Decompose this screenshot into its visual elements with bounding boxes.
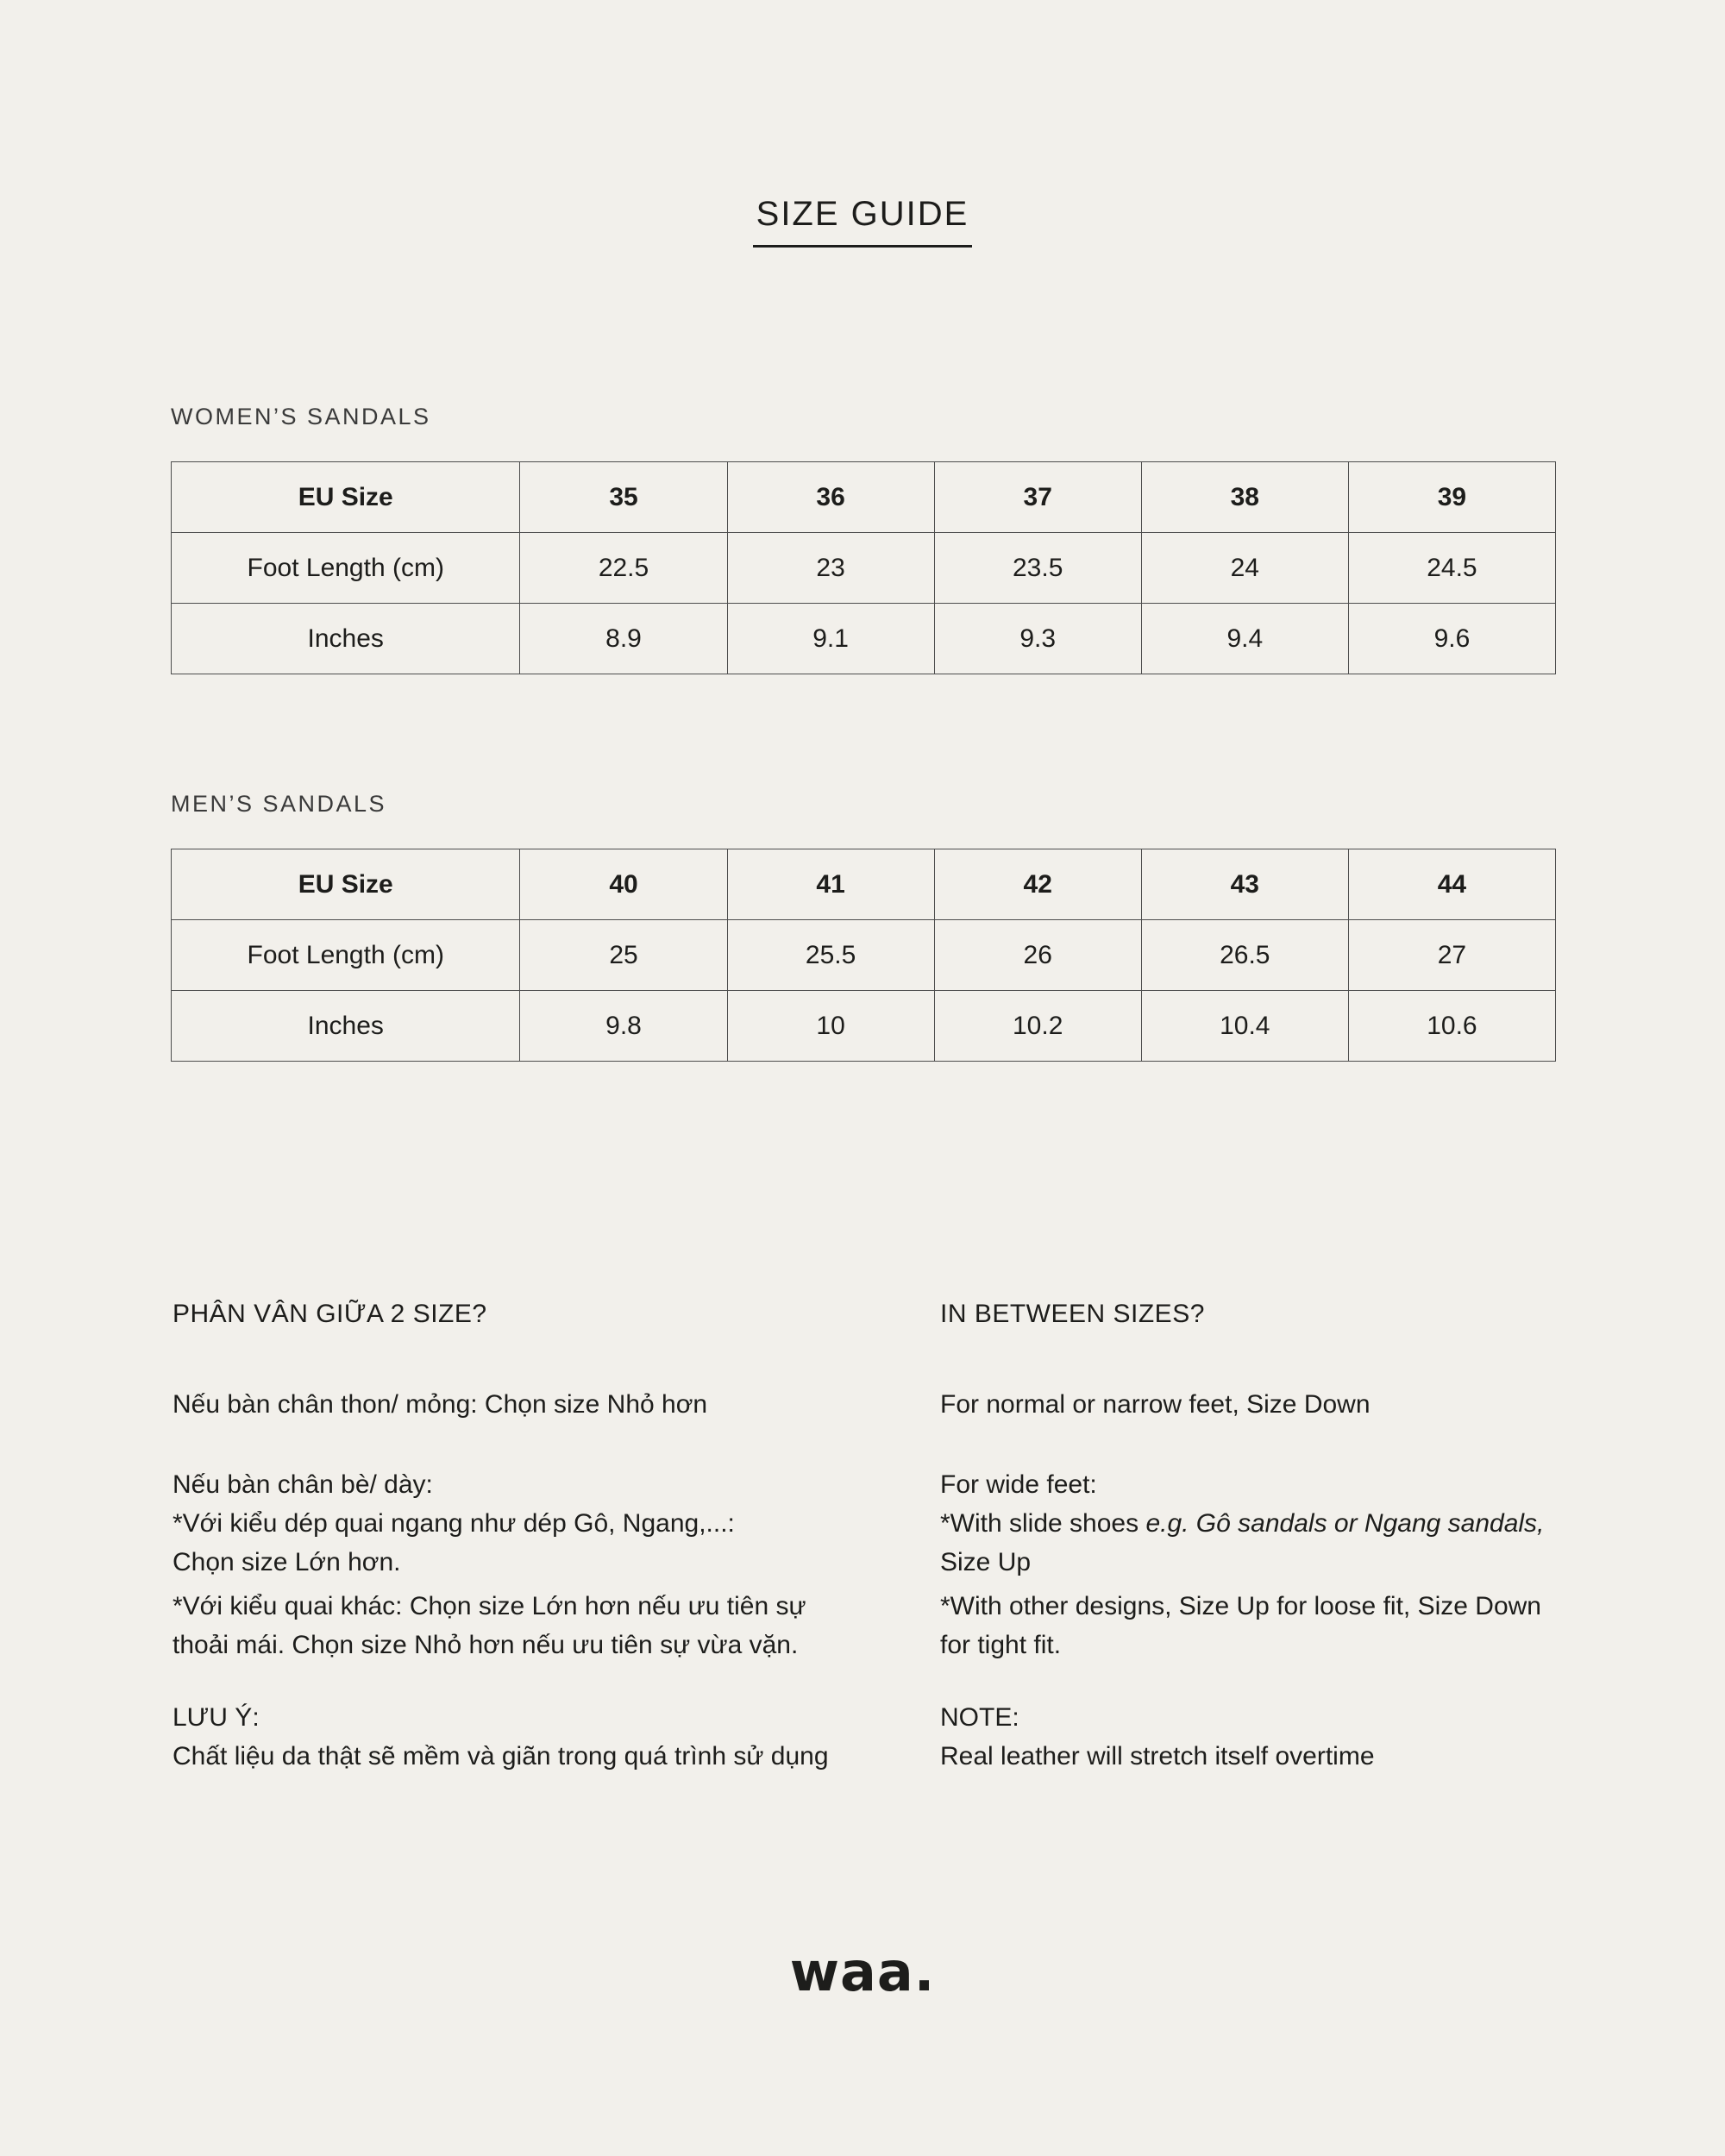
fit-guide-line <box>172 1587 940 1626</box>
text-segment: thoải mái. Chọn size Nhỏ hơn nếu ưu tiên sự vừa vặn. <box>172 1631 799 1659</box>
mens-size-table <box>171 849 1556 1062</box>
table-row <box>172 462 1556 533</box>
text-segment: Size Up <box>940 1548 1032 1576</box>
note-heading-vietnamese: LƯU Ý: <box>172 1703 260 1732</box>
womens-sandals-section <box>171 399 1556 674</box>
size-value-cell: 25.5 <box>727 920 934 991</box>
size-value-cell: 26 <box>934 920 1141 991</box>
brand-logo: waa. <box>789 1940 936 2003</box>
size-value-cell: 10.6 <box>1348 991 1555 1062</box>
size-value-cell: 36 <box>727 462 934 533</box>
row-label-cell: EU Size <box>172 462 520 533</box>
table-row <box>172 533 1556 604</box>
fit-guide-paragraph <box>172 1465 940 1582</box>
text-segment: Nếu bàn chân bè/ dày: <box>172 1470 433 1499</box>
fit-guide-line <box>172 1543 940 1582</box>
fit-guide-paragraph <box>940 1385 1604 1424</box>
fit-guide-line <box>940 1465 1604 1504</box>
text-segment: *With slide shoes <box>940 1509 1146 1538</box>
size-value-cell: 22.5 <box>520 533 727 604</box>
table-row <box>172 991 1556 1062</box>
size-value-cell: 42 <box>934 849 1141 920</box>
size-value-cell: 9.6 <box>1348 604 1555 674</box>
size-value-cell: 9.1 <box>727 604 934 674</box>
size-value-cell: 44 <box>1348 849 1555 920</box>
fit-guide-line <box>172 1626 940 1664</box>
size-value-cell: 37 <box>934 462 1141 533</box>
row-label-cell: Foot Length (cm) <box>172 533 520 604</box>
womens-section-label: WOMEN’S SANDALS <box>171 404 431 429</box>
fit-guide-paragraph <box>172 1587 940 1664</box>
note-block-vietnamese <box>172 1698 940 1776</box>
text-segment: For wide feet: <box>940 1470 1097 1499</box>
size-value-cell: 38 <box>1141 462 1348 533</box>
row-label-cell: Inches <box>172 604 520 674</box>
mens-section-label: MEN’S SANDALS <box>171 791 387 817</box>
fit-guide-paragraph <box>940 1587 1604 1664</box>
size-value-cell: 23 <box>727 533 934 604</box>
text-segment: *Với kiểu dép quai ngang như dép Gô, Ngang,...: <box>172 1509 735 1538</box>
text-segment: *Với kiểu quai khác: Chọn size Lớn hơn nếu ưu tiên sự <box>172 1592 806 1620</box>
text-segment: Chọn size Lớn hơn. <box>172 1548 401 1576</box>
page-title: SIZE GUIDE <box>753 193 973 248</box>
text-segment: Nếu bàn chân thon/ mỏng: Chọn size Nhỏ hơn <box>172 1390 708 1419</box>
text-segment: For normal or narrow feet, Size Down <box>940 1390 1371 1419</box>
size-value-cell: 8.9 <box>520 604 727 674</box>
size-value-cell: 10 <box>727 991 934 1062</box>
size-value-cell: 9.3 <box>934 604 1141 674</box>
size-value-cell: 24 <box>1141 533 1348 604</box>
table-row <box>172 604 1556 674</box>
mens-sandals-section <box>171 787 1556 1062</box>
size-value-cell: 10.2 <box>934 991 1141 1062</box>
size-value-cell: 10.4 <box>1141 991 1348 1062</box>
fit-guide-line <box>172 1504 940 1543</box>
size-value-cell: 23.5 <box>934 533 1141 604</box>
row-label-cell: EU Size <box>172 849 520 920</box>
fit-guide-heading-english: IN BETWEEN SIZES? <box>940 1300 1205 1328</box>
fit-guide-heading-vietnamese: PHÂN VÂN GIỮA 2 SIZE? <box>172 1300 487 1328</box>
fit-guide-paragraphs-vietnamese <box>172 1385 940 1664</box>
fit-guide-line <box>940 1504 1604 1543</box>
size-value-cell: 39 <box>1348 462 1555 533</box>
note-body-vietnamese: Chất liệu da thật sẽ mềm và giãn trong quá trình sử dụng <box>172 1742 829 1771</box>
fit-guide-line <box>172 1465 940 1504</box>
fit-guide-paragraph <box>172 1385 940 1424</box>
table-row <box>172 849 1556 920</box>
fit-guide-line <box>172 1385 940 1424</box>
size-value-cell: 24.5 <box>1348 533 1555 604</box>
fit-guide-paragraph <box>940 1465 1604 1582</box>
fit-guide <box>172 1294 1604 1776</box>
row-label-cell: Foot Length (cm) <box>172 920 520 991</box>
note-heading-english: NOTE: <box>940 1703 1019 1732</box>
fit-guide-column-english <box>940 1294 1604 1776</box>
fit-guide-line <box>940 1385 1604 1424</box>
row-label-cell: Inches <box>172 991 520 1062</box>
title-block <box>0 0 1725 248</box>
fit-guide-line <box>940 1626 1604 1664</box>
italic-text-segment: e.g. Gô sandals or Ngang sandals, <box>1145 1509 1545 1538</box>
fit-guide-paragraphs-english <box>940 1385 1604 1664</box>
fit-guide-column-vietnamese <box>172 1294 940 1776</box>
table-row <box>172 920 1556 991</box>
note-body-english: Real leather will stretch itself overtime <box>940 1742 1375 1771</box>
size-value-cell: 26.5 <box>1141 920 1348 991</box>
fit-guide-line <box>940 1543 1604 1582</box>
text-segment: *With other designs, Size Up for loose fit, Size Down <box>940 1592 1541 1620</box>
size-value-cell: 35 <box>520 462 727 533</box>
size-value-cell: 40 <box>520 849 727 920</box>
text-segment: for tight fit. <box>940 1631 1062 1659</box>
fit-guide-line <box>940 1587 1604 1626</box>
footer <box>0 1942 1725 2002</box>
note-block-english <box>940 1698 1604 1776</box>
size-value-cell: 27 <box>1348 920 1555 991</box>
size-value-cell: 9.4 <box>1141 604 1348 674</box>
size-value-cell: 9.8 <box>520 991 727 1062</box>
size-value-cell: 41 <box>727 849 934 920</box>
womens-size-table <box>171 461 1556 674</box>
size-value-cell: 25 <box>520 920 727 991</box>
size-value-cell: 43 <box>1141 849 1348 920</box>
